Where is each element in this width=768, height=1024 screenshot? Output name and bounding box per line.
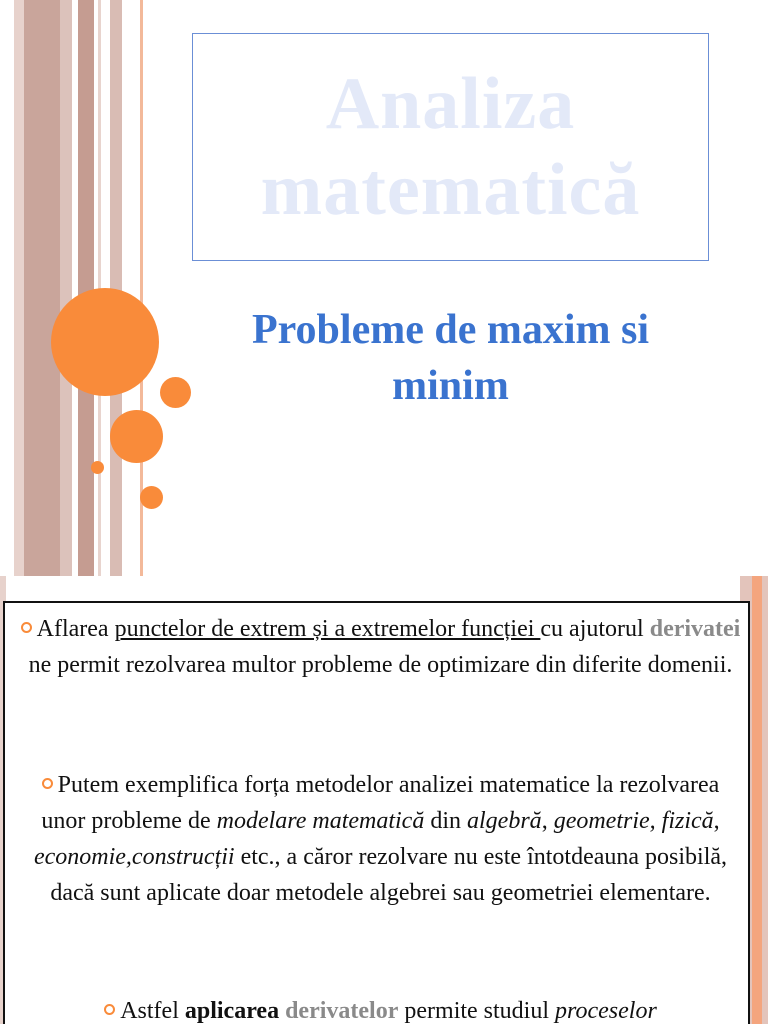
subtitle-line: minim [392,363,509,409]
text-run-italic: modelare matematică [216,808,425,834]
text-run: ne permit rezolvarea multor probleme de optimizare din diferite domenii. [28,652,733,678]
text-run-italic: economie,construcții [33,844,235,870]
text-run-highlight: derivatelor [285,998,399,1024]
decor-circle [160,377,191,408]
text-run: din [424,808,468,834]
content-box [3,601,750,1024]
text-run-italic: algebră [467,808,542,834]
text-run: Aflarea [36,616,115,642]
paragraph-extrema [17,611,744,683]
bullet-circle-icon [104,1004,115,1015]
text-run: Putem exemplifica forța metodelor analizei matematice la rezolvarea unor probleme de [41,772,720,834]
paragraph-modeling [17,767,744,911]
text-run: , [713,808,720,834]
title-line: matematică [260,149,641,231]
text-run: etc., a căror rezolvare nu este întotdeauna posibilă, dacă sunt aplicate doar metodele algebrei sau geometriei elementare. [50,844,728,906]
text-run: cu ajutorul [540,616,650,642]
text-run-underlined: punctelor de extrem și a extremelor funcției [114,616,541,642]
content-slide [0,576,768,1024]
text-run: Astfel [120,998,185,1024]
slide-subtitle [192,302,709,414]
subtitle-line: Probleme de maxim si [252,307,649,353]
paragraph-derivatives [17,993,744,1024]
text-run: permite studiul [398,998,556,1024]
bullet-circle-icon [42,778,53,789]
text-run-italic: geometrie, fizică [553,808,714,834]
bullet-circle-icon [21,622,32,633]
decor-stripe [60,0,72,576]
decor-stripe [752,576,762,1024]
decor-stripe [24,0,60,576]
slide-title [261,61,641,233]
decor-stripe [78,0,94,576]
text-run-highlight: derivatei [649,616,741,642]
decor-circle [91,461,104,474]
text-run: , [541,808,554,834]
title-box [192,33,709,261]
text-run-bold: aplicarea [184,998,280,1024]
decor-circle [140,486,163,509]
title-line: Analiza [325,63,576,145]
decor-circle [110,410,163,463]
text-run-italic: proceselor [555,998,657,1024]
decor-circle [51,288,159,396]
